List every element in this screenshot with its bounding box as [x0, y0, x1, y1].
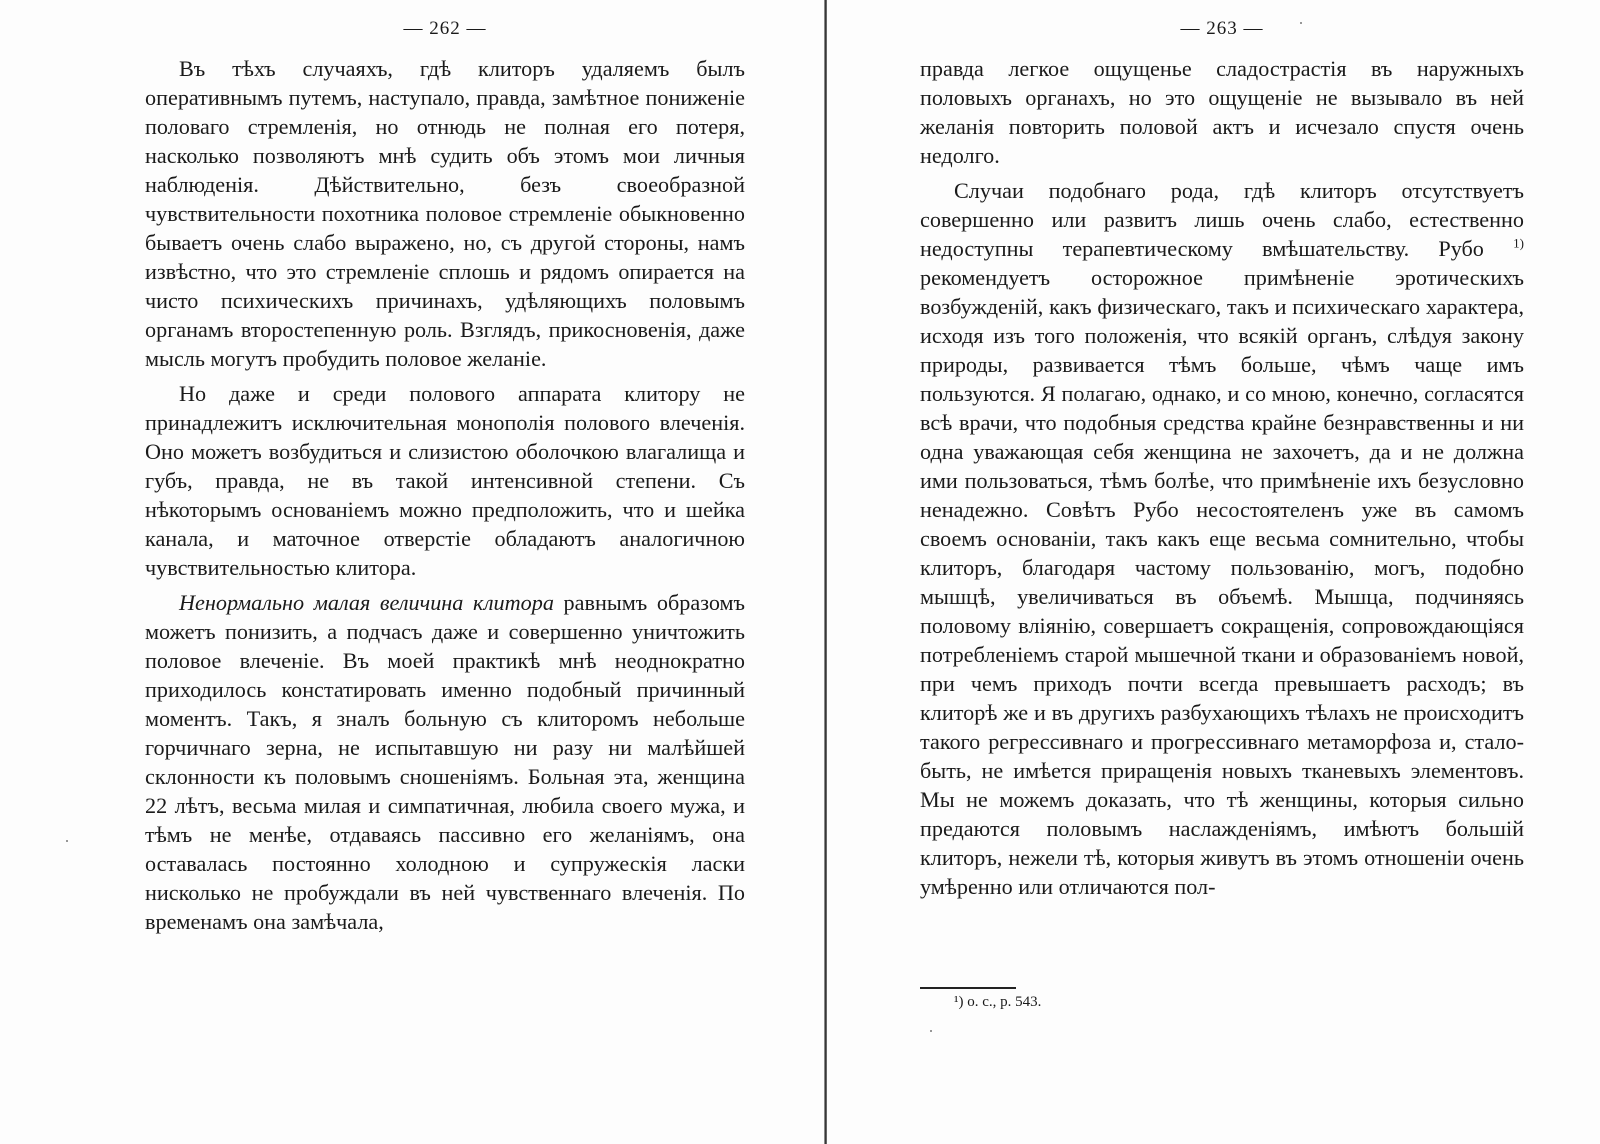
scan-speck — [1300, 22, 1302, 24]
paragraph-text: рекомендуетъ осторожное примѣненіе эротическихъ возбужденій, какъ физическаго, такъ и психическаго характера, исходя изъ того положенія, что всякій органъ, слѣдуя закону природы, развивается тѣмъ больше, чѣмъ чаще имъ пользуются. Я полагаю, однако, и со мною, конечно, согласятся всѣ врачи, что подобныя средства крайне безнравственны и ни одна уважающая себя женщина не захочетъ, да и не должна ими пользоваться, тѣмъ болѣе, что примѣненіе ихъ безусловно ненадежно. Совѣтъ Рубо несостоятеленъ уже въ самомъ своемъ основаніи, такъ какъ еще весьма сомнительно, чтобы клиторъ, благодаря частому пользованію, могъ, подобно мышцѣ, увеличиваться въ объемѣ. Мышца, подчиняясь половому вліянію, совершаетъ сокращенія, сопровождающіяся потребленіемъ старой мышечной ткани и образованіемъ новой, при чемъ приходъ почти всегда превышаетъ расходъ; въ клиторѣ же и въ другихъ разбухающихъ тѣлахъ не происходитъ такого регрессивнаго и прогрессивнаго метаморфоза и, стало-быть, не имѣется приращенія новыхъ тканевыхъ элементовъ. Мы не можемъ доказать, что тѣ женщины, которыя сильно предаются половымъ наслажденіямъ, имѣютъ большій клиторъ, нежели тѣ, которыя живутъ въ этомъ отношеніи очень умѣренно или отличаются пол- — [920, 265, 1524, 899]
page-number: — 263 — — [1180, 18, 1264, 39]
page-text — [920, 54, 1524, 907]
scan-speck — [66, 840, 68, 842]
paragraph: Въ тѣхъ случаяхъ, гдѣ клиторъ удаляемъ былъ оперативнымъ путемъ, наступало, правда, замѣтное пониженіе половаго стремленія, но отнюдь не полная его потеря, насколько позволяютъ мнѣ судить объ этомъ мои личныя наблюденія. Дѣйствительно, безъ своеобразной чувствительности похотника половое стремленіе обыкновенно бываетъ очень слабо выражено, но, съ другой стороны, намъ извѣстно, что это стремленіе сплошь и рядомъ опирается на чисто психическихъ причинахъ, удѣляющихъ половымъ органамъ второстепенную роль. Взглядъ, прикосновенія, даже мысль могутъ пробудить половое желаніе. — [145, 56, 745, 371]
footnote-reference: 1) — [1513, 235, 1525, 251]
book-gutter — [824, 0, 827, 1144]
page-number: — 262 — — [403, 18, 487, 39]
footnote: ¹) o. c., p. 543. — [954, 994, 1042, 1010]
footnote-divider — [920, 987, 1016, 989]
scan-speck — [930, 1030, 932, 1032]
italic-phrase: Ненормально малая величина клитора — [179, 590, 554, 615]
paragraph: Но даже и среди полового аппарата клитору не принадлежитъ исключительная монополія полового влеченія. Оно можетъ возбудиться и слизистою оболочкою влагалища и губъ, правда, не въ такой интенсивной степени. Съ нѣкоторымъ основаніемъ можно предположить, что и шейка канала, и маточное отверстіе обладаютъ аналогичною чувствительностью клитора. — [145, 381, 745, 580]
paragraph-text: Случаи подобнаго рода, гдѣ клиторъ отсутствуетъ совершенно или развитъ лишь очень слабо, естественно недоступны терапевтическому вмѣшательству. Рубо — [920, 178, 1524, 261]
paragraph-text: равнымъ образомъ можетъ понизить, а подчасъ даже и совершенно уничтожить половое влеченіе. Въ моей практикѣ мнѣ неоднократно приходилось констатировать именно подобный причинный моментъ. Такъ, я зналъ больную съ клиторомъ небольше горчичнаго зерна, не испытавшую ни разу ни малѣйшей склонности къ половымъ сношеніямъ. Больная эта, женщина 22 лѣтъ, весьма милая и симпатичная, любила своего мужа, и тѣмъ не менѣе, отдаваясь пассивно его желаніямъ, она оставалась постоянно холодною и супружескія ласки нисколько не пробуждали въ ней чувственнаго влеченія. По временамъ она замѣчала, — [145, 590, 746, 934]
paragraph — [145, 588, 745, 936]
paragraph-continued: правда легкое ощущенье сладострастія въ наружныхъ половыхъ органахъ, но это ощущеніе не вызывало въ ней желанія повторить половой актъ и исчезало спустя очень недолго. — [920, 56, 1524, 168]
paragraph — [920, 176, 1524, 901]
page-text — [145, 54, 745, 942]
